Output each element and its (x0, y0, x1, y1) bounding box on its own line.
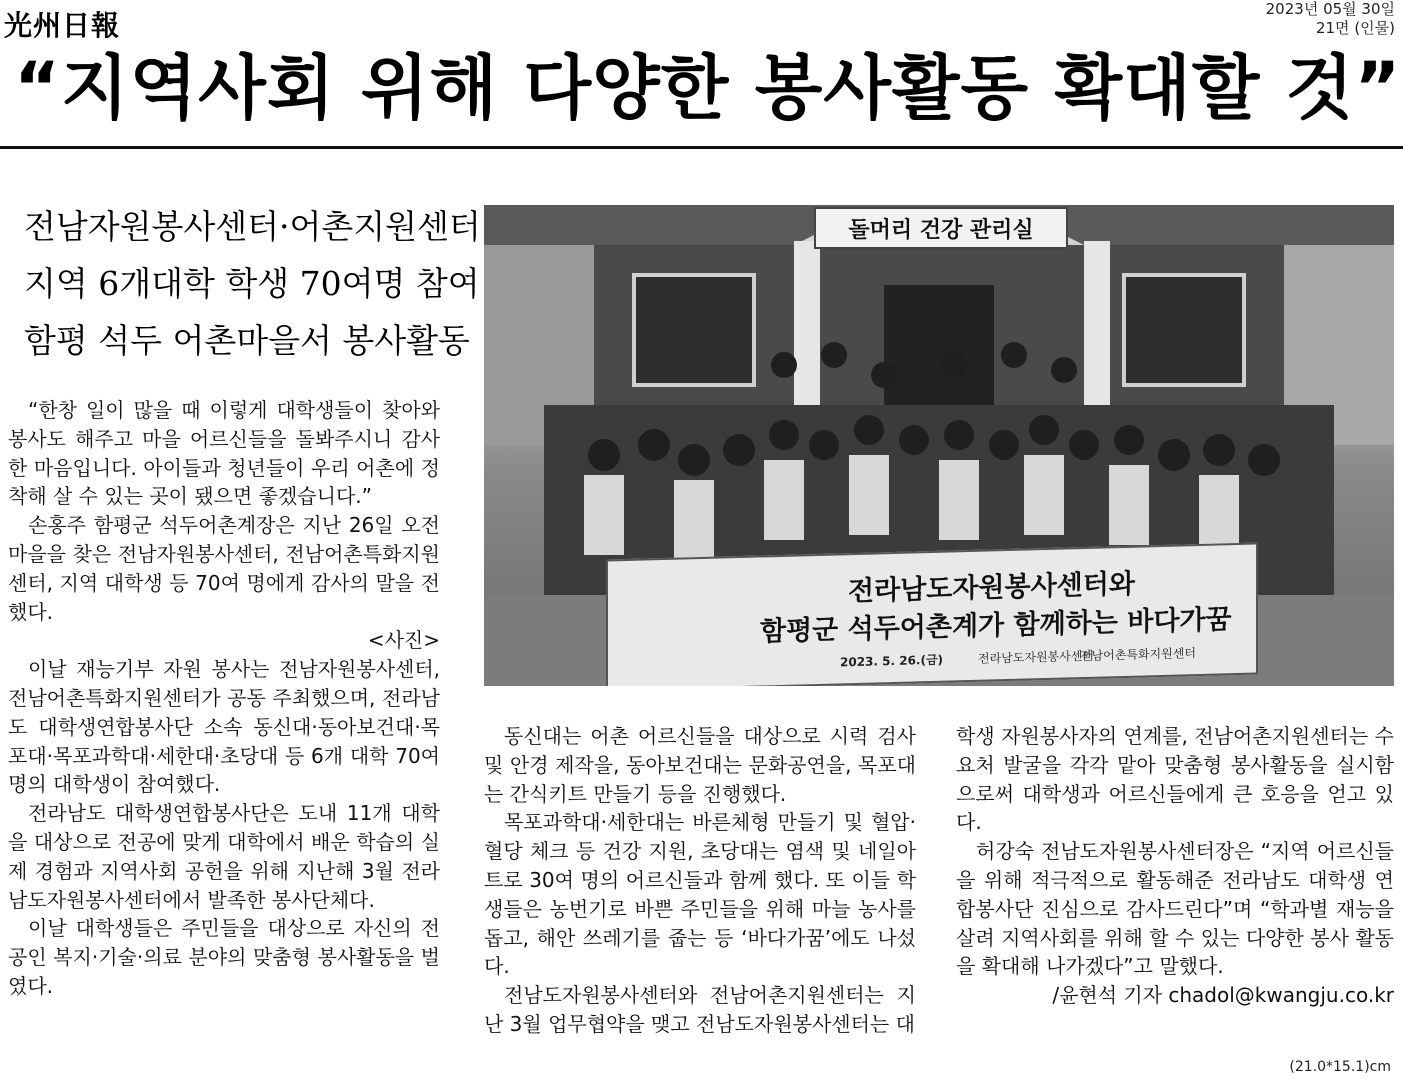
paragraph: 동신대는 어촌 어르신들을 대상으로 시력 검사 및 안경 제작을, 동아보건대는 문화공연을, 목포대는 간식키트 만들기 등을 진행했다. (484, 724, 916, 806)
article-column-3 (956, 722, 1394, 1010)
article-column-2 (484, 722, 916, 1039)
paragraph: 전남도자원봉사센터와 전남어촌지원센터는 지난 3월 업무협약을 맺고 전남도자원봉사센터는 대 (484, 983, 916, 1036)
article-column-1 (8, 396, 440, 1001)
subheadline (24, 198, 481, 369)
photo-reference: <사진> (367, 628, 440, 653)
newspaper-logo: 光州日報 (4, 9, 121, 42)
clipping-size: (21.0*15.1)cm (1289, 1059, 1391, 1075)
banner-line-2: 함평군 석두어촌계가 함께하는 바다가꿈 (760, 604, 1232, 648)
paragraph: 이날 재능기부 자원 봉사는 전남자원봉사센터, 전남어촌특화지원센터가 공동 주최했으며, 전라남도 대학생연합봉사단 소속 동신대·동아보건대·목포대·목포과학대·세한대·초당대 등 6개 대학 70여 명의 대학생이 참여했다. (8, 657, 440, 797)
paragraph: 이날 대학생들은 주민들을 대상으로 자신의 전공인 복지·기술·의료 분야의 맞춤형 봉사활동을 벌였다. (8, 916, 440, 998)
paragraph: “한창 일이 많을 때 이렇게 대학생들이 찾아와 봉사도 해주고 마을 어르신들을 돌봐주시니 감사한 마음입니다. 아이들과 청년들이 우리 어촌에 정착해 살 수 있는 곳이 됐으면 좋겠습니다.” (8, 398, 440, 509)
headline: “지역사회 위해 다양한 봉사활동 확대할 것” (14, 47, 1402, 129)
paragraph: 목포과학대·세한대는 바른체형 만들기 및 혈압·혈당 체크 등 건강 지원, 초당대는 염색 및 네일아트로 30여 명의 어르신들과 함께 했다. 또 이들 학생들은 농번기로 바쁜 주민들을 위해 마늘 농사를 돕고, 해안 쓰레기를 줍는 등 ‘바다가꿈’에도 나섰다. (484, 810, 916, 979)
paragraph: 전라남도 대학생연합봉사단은 도내 11개 대학을 대상으로 전공에 맞게 대학에서 배운 학습의 실제 경험과 지역사회 공헌을 위해 지난해 3월 전라남도자원봉사센터에서 발족한 봉사단체다. (8, 801, 440, 912)
subheadline-line-1: 전남자원봉사센터·어촌지원센터 (24, 207, 481, 246)
subheadline-line-3: 함평 석두 어촌마을서 봉사활동 (24, 321, 470, 360)
paragraph: 손홍주 함평군 석두어촌계장은 지난 26일 오전 마을을 찾은 전남자원봉사센터, 전남어촌특화지원센터, 지역 대학생 등 70여 명에게 감사의 말을 전했다. (8, 513, 440, 624)
banner-line-1: 전라남도자원봉사센터와 (848, 568, 1135, 608)
building-sign: 돌머리 건강 관리실 (814, 207, 1068, 249)
publish-date: 2023년 05월 30일 (1265, 0, 1395, 18)
paragraph: 학생 자원봉사자의 연계를, 전남어촌지원센터는 수요처 발굴을 각각 맡아 맞춤형 봉사활동을 실시함으로써 대학생과 어르신들에게 큰 호응을 얻고 있다. (956, 724, 1394, 835)
banner-org-1: 전라남도자원봉사센터 (978, 648, 1094, 666)
dateline (1266, 0, 1395, 38)
page-section: 21면 (인물) (1315, 19, 1395, 37)
event-banner (606, 542, 1258, 686)
subheadline-line-2: 지역 6개대학 학생 70여명 참여 (24, 264, 480, 303)
byline: /윤현석 기자 chadol@kwangju.co.kr (1052, 983, 1394, 1008)
news-photo (484, 205, 1394, 686)
banner-org-2: 전남어촌특화지원센터 (1080, 646, 1196, 664)
paragraph: 허강숙 전남도자원봉사센터장은 “지역 어르신들을 위해 적극적으로 활동해준 전라남도 대학생 연합봉사단 진심으로 감사드린다”며 “학과별 재능을 살려 지역사회를 위해 할 수 있는 다양한 봉사 활동을 확대해 나가겠다”고 말했다. (956, 839, 1394, 979)
headline-rule (0, 146, 1403, 149)
banner-date: 2023. 5. 26.(금) (840, 652, 944, 670)
